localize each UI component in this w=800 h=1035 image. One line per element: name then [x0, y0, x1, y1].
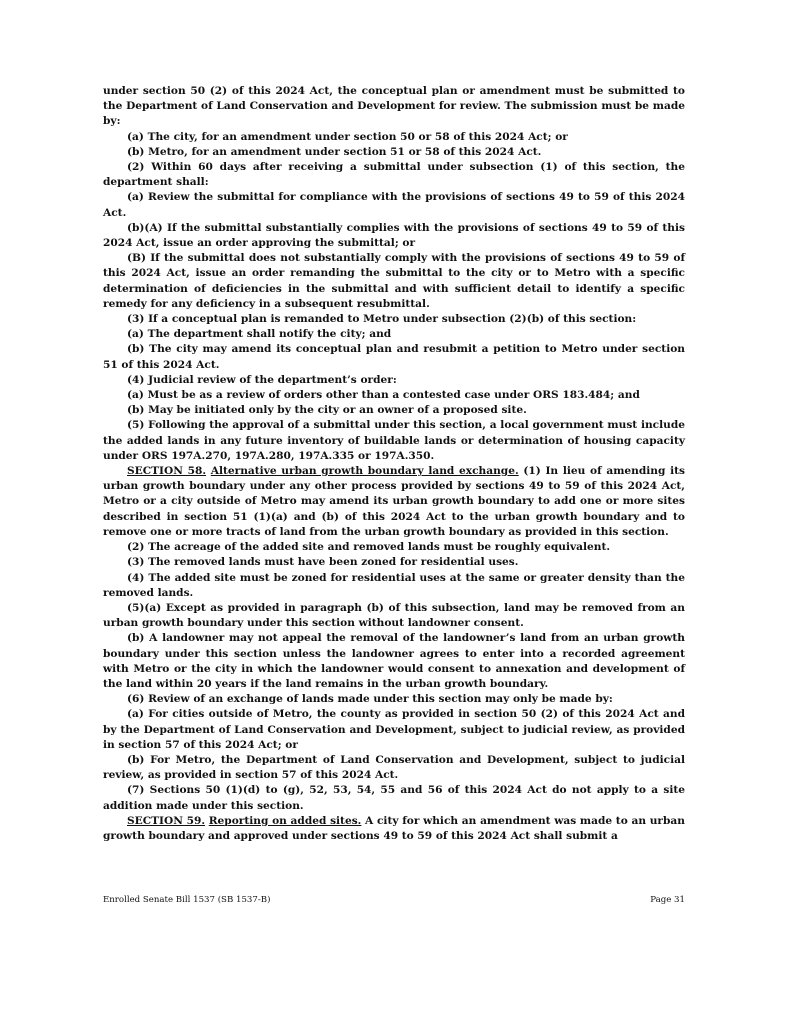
paragraph [103, 540, 685, 555]
paragraph-text: under section 50 (2) of this 2024 Act, the conceptual plan or amendment must be submitted to the Department of Land Conservation and Development for review. The submission must be made by: [103, 85, 685, 128]
paragraph-text: (3) The removed lands must have been zoned for residential uses. [127, 556, 519, 569]
section-number: SECTION 59. [127, 814, 206, 827]
paragraph-text: (3) If a conceptual plan is remanded to Metro under subsection (2)(b) of this section: [127, 313, 637, 326]
paragraph [103, 783, 685, 813]
paragraph [103, 312, 685, 327]
section-paragraph [103, 464, 685, 540]
section-heading: Alternative urban growth boundary land exchange. [210, 465, 519, 478]
paragraph [103, 707, 685, 753]
paragraph [103, 571, 685, 601]
paragraph [103, 631, 685, 692]
paragraph [103, 145, 685, 160]
paragraph [103, 251, 685, 312]
paragraph-text: (b) Metro, for an amendment under section 51 or 58 of this 2024 Act. [127, 145, 542, 158]
footer-bill-title: Enrolled Senate Bill 1537 (SB 1537-B) [103, 895, 271, 905]
paragraph-text: (b) The city may amend its conceptual plan and resubmit a petition to Metro under section 51 of this 2024 Act. [103, 343, 685, 371]
document-body [103, 84, 685, 844]
paragraph [103, 130, 685, 145]
page-footer [103, 895, 685, 905]
paragraph [103, 692, 685, 707]
section-number: SECTION 58. [127, 465, 207, 478]
paragraph-text: (a) The city, for an amendment under section 50 or 58 of this 2024 Act; or [127, 130, 568, 143]
paragraph [103, 373, 685, 388]
paragraph-text: (b) May be initiated only by the city or an owner of a proposed site. [127, 404, 527, 417]
paragraph [103, 601, 685, 631]
paragraph-text: (2) The acreage of the added site and removed lands must be roughly equivalent. [127, 541, 611, 554]
paragraph-text: (6) Review of an exchange of lands made under this section may only be made by: [127, 693, 613, 706]
paragraph [103, 190, 685, 220]
paragraph [103, 327, 685, 342]
section-paragraph [103, 814, 685, 844]
paragraph-text: (B) If the submittal does not substantially comply with the provisions of sections 49 to 59 of this 2024 Act, issue an order remanding the submittal to the city or to Metro with a specific determination of deficiencies in the submittal and with sufficient detail to identify a specific remedy for any deficiency in a subsequent resubmittal. [103, 252, 685, 310]
paragraph-text: (7) Sections 50 (1)(d) to (g), 52, 53, 54, 55 and 56 of this 2024 Act do not apply to a site addition made under this section. [103, 784, 685, 812]
paragraph-text: (b)(A) If the submittal substantially complies with the provisions of sections 49 to 59 of this 2024 Act, issue an order approving the submittal; or [103, 221, 685, 250]
paragraph-text: (2) Within 60 days after receiving a submittal under subsection (1) of this section, the department shall: [103, 161, 685, 189]
paragraph-text: (4) Judicial review of the department’s order: [127, 373, 397, 386]
paragraph [103, 342, 685, 372]
paragraph [103, 388, 685, 403]
paragraph [103, 160, 685, 190]
paragraph [103, 753, 685, 783]
paragraph-text: (a) Must be as a review of orders other than a contested case under ORS 183.484; and [127, 389, 640, 402]
paragraph-text: (4) The added site must be zoned for residential uses at the same or greater density than the removed lands. [103, 571, 685, 599]
paragraph [103, 84, 685, 130]
paragraph-text: (a) Review the submittal for compliance with the provisions of sections 49 to 59 of this 2024 Act. [103, 191, 685, 219]
paragraph-text: (b) For Metro, the Department of Land Conservation and Development, subject to judicial review, as provided in section 57 of this 2024 Act. [103, 753, 685, 782]
paragraph [103, 418, 685, 464]
paragraph-text: (b) A landowner may not appeal the removal of the landowner’s land from an urban growth boundary under this section unless the landowner agrees to enter into a recorded agreement with Metro or the city in which the landowner would consent to annexation and development of the land within 20 years if the land remains in the urban growth boundary. [103, 632, 685, 690]
paragraph [103, 221, 685, 251]
paragraph-text: A city for which an amendment was made to an urban growth boundary and approved under sections 49 to 59 of this 2024 Act shall submit a [103, 814, 685, 842]
paragraph-text: (1) In lieu of amending its urban growth boundary under any other process provided by sections 49 to 59 of this 2024 Act, Metro or a city outside of Metro may amend its urban growth boundary to add one or more sites described in section 51 (1)(a) and (b) of this 2024 Act to the urban growth boundary and to remove one or more tracts of land from the urban growth boundary as provided in this section. [103, 465, 685, 538]
section-heading: Reporting on added sites. [208, 814, 362, 827]
paragraph-text: (a) For cities outside of Metro, the county as provided in section 50 (2) of this 2024 Act and by the Department of Land Conservation and Development, subject to judicial review, as provided in section 57 of this 2024 Act; or [103, 708, 685, 751]
paragraph-text: (a) The department shall notify the city; and [127, 328, 392, 341]
paragraph [103, 403, 685, 418]
paragraph-text: (5) Following the approval of a submittal under this section, a local government must include the added lands in any future inventory of buildable lands or determination of housing capacity under ORS 197A.270, 197A.280, 197A.335 or 197A.350. [103, 419, 685, 462]
paragraph-text: (5)(a) Except as provided in paragraph (b) of this subsection, land may be removed from an urban growth boundary under this section without landowner consent. [103, 601, 685, 630]
paragraph [103, 555, 685, 570]
footer-page-number: Page 31 [650, 895, 685, 905]
